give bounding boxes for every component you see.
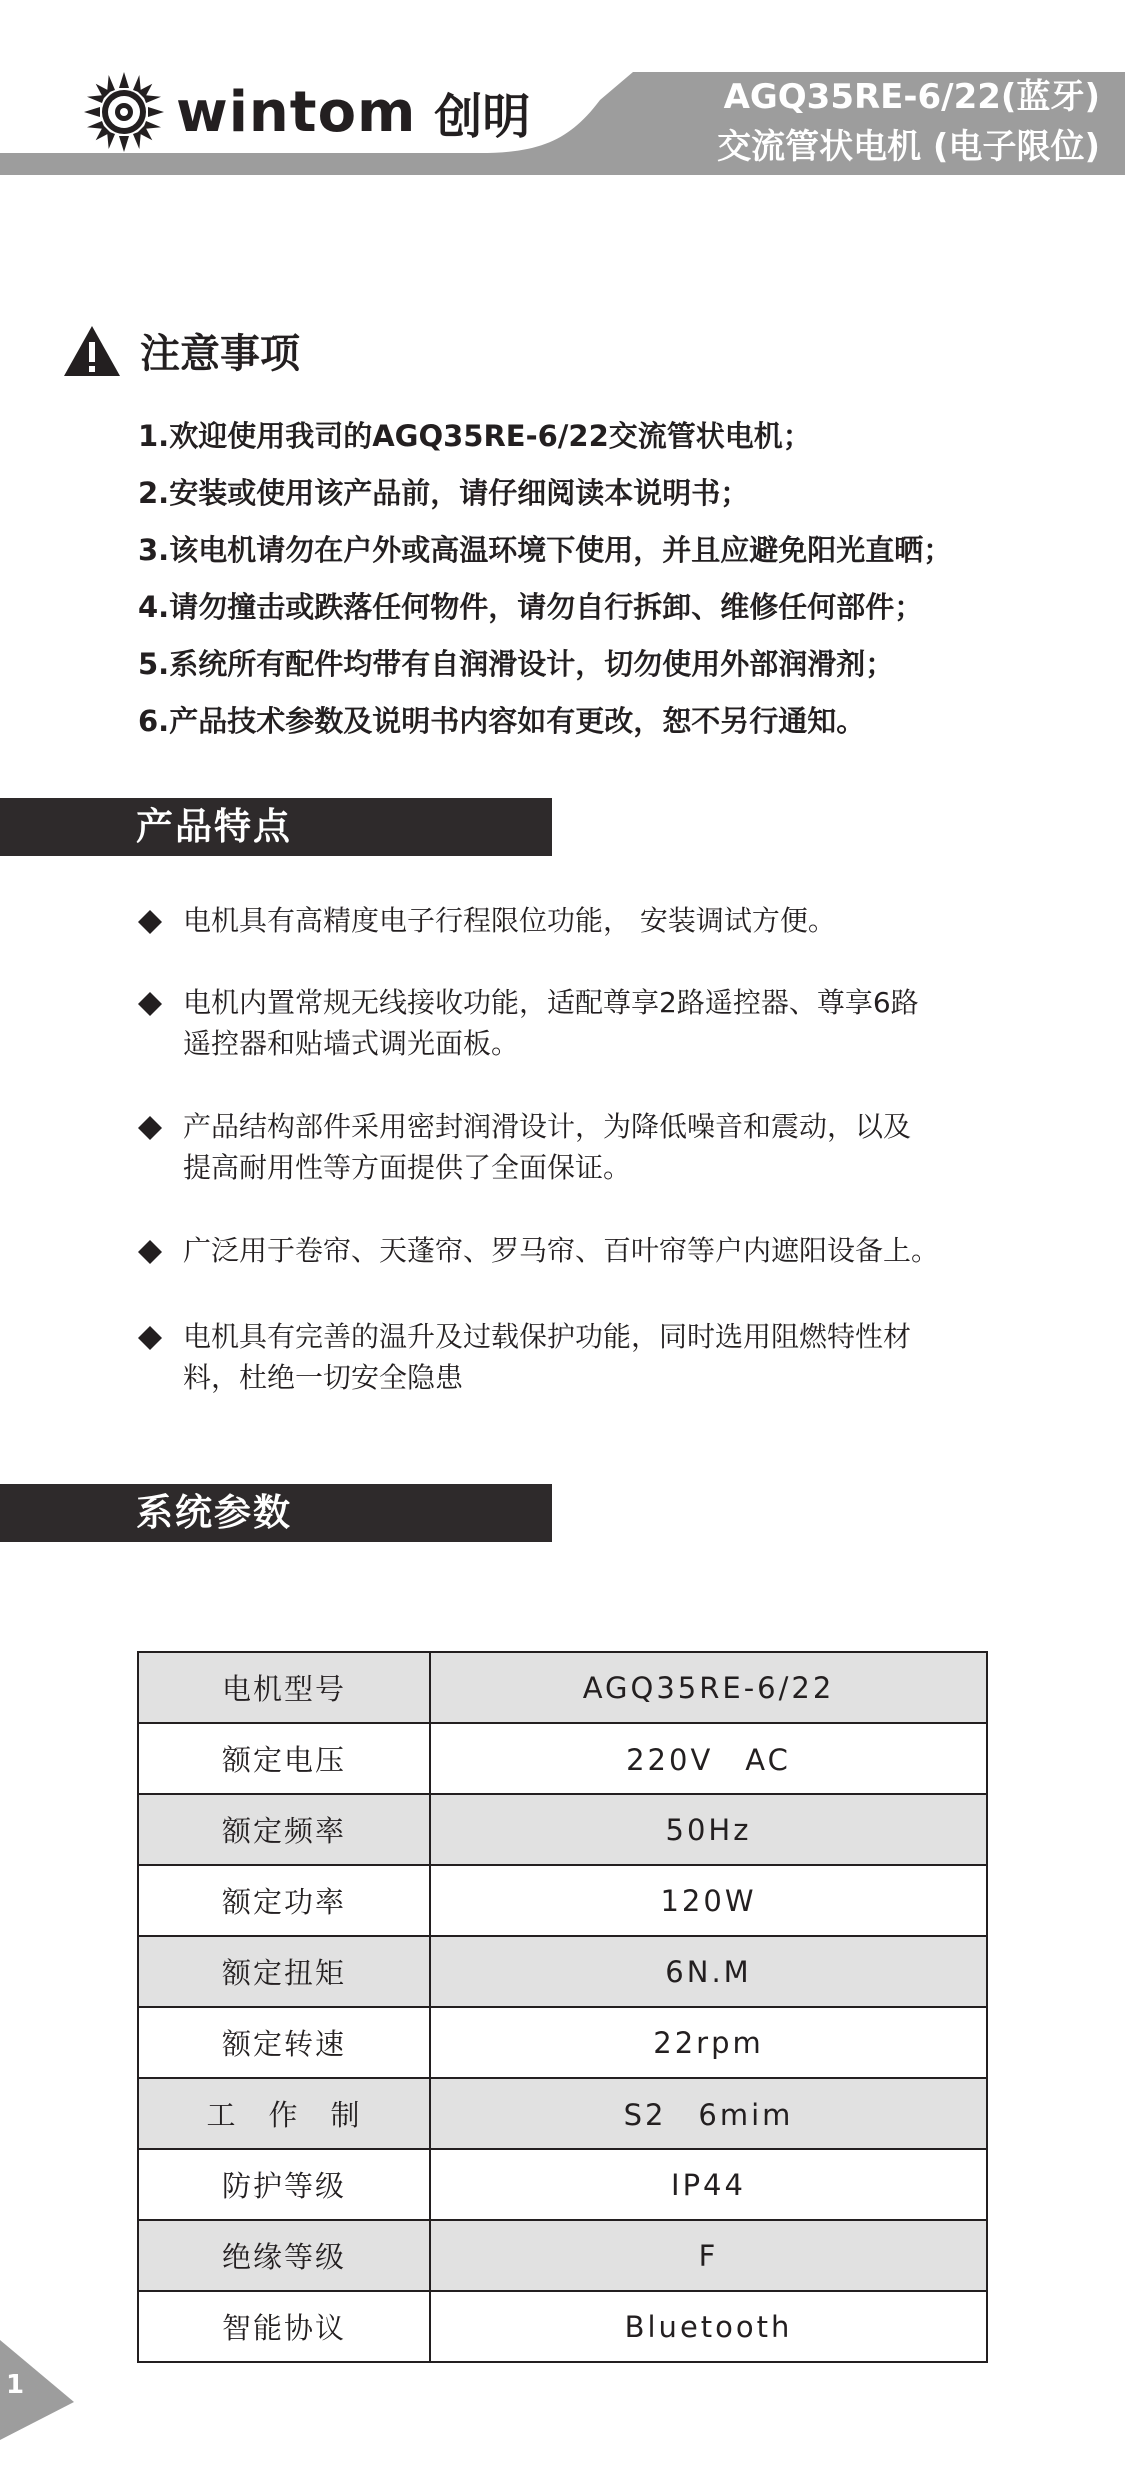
diamond-bullet-icon (138, 1116, 162, 1140)
params-section-bar: 系统参数 (0, 1484, 552, 1542)
feature-line: 电机内置常规无线接收功能，适配尊享2路遥控器、尊享6路 (183, 986, 919, 1019)
feature-line: 广泛用于卷帘、天蓬帘、罗马帘、百叶帘等户内遮阳设备上。 (183, 1234, 940, 1267)
param-value: IP44 (430, 2149, 987, 2220)
notice-item: 5.系统所有配件均带有自润滑设计，切勿使用外部润滑剂； (138, 647, 895, 681)
param-value: S2 6mim (430, 2078, 987, 2149)
page-number: 1 (6, 2370, 25, 2400)
table-row (138, 2291, 987, 2362)
notice-item: 1.欢迎使用我司的AGQ35RE-6/22交流管状电机； (138, 419, 812, 453)
param-name: 智能协议 (138, 2291, 430, 2362)
feature-item (138, 982, 1018, 1064)
param-value: 50Hz (430, 1794, 987, 1865)
notice-title: 注意事项 (140, 331, 300, 377)
notice-list (138, 408, 952, 750)
feature-item (138, 1230, 1018, 1271)
notice-heading (62, 322, 300, 379)
diamond-bullet-icon (138, 910, 162, 934)
notice-item: 3.该电机请勿在户外或高温环境下使用，并且应避免阳光直晒； (138, 533, 953, 567)
param-name: 电机型号 (138, 1652, 430, 1723)
diamond-bullet-icon (138, 1326, 162, 1350)
table-row (138, 2220, 987, 2291)
table-row (138, 1723, 987, 1794)
table-row (138, 1936, 987, 2007)
notice-item: 4.请勿撞击或跌落任何物件，请勿自行拆卸、维修任何部件； (138, 590, 924, 624)
param-name: 额定频率 (138, 1794, 430, 1865)
table-row (138, 1652, 987, 1723)
model-title (600, 72, 1100, 172)
features-section-bar: 产品特点 (0, 798, 552, 856)
brand-wordmark: wintom (176, 79, 417, 145)
param-value: 220V AC (430, 1723, 987, 1794)
model-title-line2: 交流管状电机 (电子限位) (717, 127, 1100, 167)
notice-item: 6.产品技术参数及说明书内容如有更改，恕不另行通知。 (138, 704, 866, 738)
brand-logo (82, 70, 530, 154)
param-name: 额定功率 (138, 1865, 430, 1936)
table-row (138, 1794, 987, 1865)
sun-logo-icon (82, 70, 166, 154)
param-name: 额定电压 (138, 1723, 430, 1794)
page-header (0, 0, 1125, 175)
param-value: Bluetooth (430, 2291, 987, 2362)
param-name: 额定扭矩 (138, 1936, 430, 2007)
feature-line: 料，杜绝一切安全隐患 (183, 1361, 464, 1394)
notice-item: 2.安装或使用该产品前，请仔细阅读本说明书； (138, 476, 750, 510)
table-row (138, 1865, 987, 1936)
diamond-bullet-icon (138, 1240, 162, 1264)
model-title-line1: AGQ35RE-6/22(蓝牙) (723, 77, 1100, 117)
feature-line: 电机具有完善的温升及过载保护功能，同时选用阻燃特性材 (183, 1320, 912, 1353)
table-row (138, 2149, 987, 2220)
param-name: 额定转速 (138, 2007, 430, 2078)
feature-line: 提高耐用性等方面提供了全面保证。 (183, 1151, 632, 1184)
feature-line: 电机具有高精度电子行程限位功能， 安装调试方便。 (183, 904, 836, 937)
param-name: 防护等级 (138, 2149, 430, 2220)
params-table (137, 1651, 988, 2363)
feature-line: 产品结构部件采用密封润滑设计，为降低噪音和震动，以及 (183, 1110, 912, 1143)
param-value: F (430, 2220, 987, 2291)
table-row (138, 2078, 987, 2149)
param-value: 120W (430, 1865, 987, 1936)
table-row (138, 2007, 987, 2078)
feature-line: 遥控器和贴墙式调光面板。 (183, 1027, 520, 1060)
brand-name-cn: 创明 (434, 88, 531, 145)
param-name: 工 作 制 (138, 2078, 430, 2149)
warning-triangle-icon (62, 324, 122, 378)
param-value: AGQ35RE-6/22 (430, 1652, 987, 1723)
param-value: 22rpm (430, 2007, 987, 2078)
param-name: 绝缘等级 (138, 2220, 430, 2291)
param-value: 6N.M (430, 1936, 987, 2007)
feature-item (138, 1316, 1018, 1398)
feature-item (138, 1106, 1018, 1188)
diamond-bullet-icon (138, 992, 162, 1016)
feature-item (138, 900, 1018, 941)
